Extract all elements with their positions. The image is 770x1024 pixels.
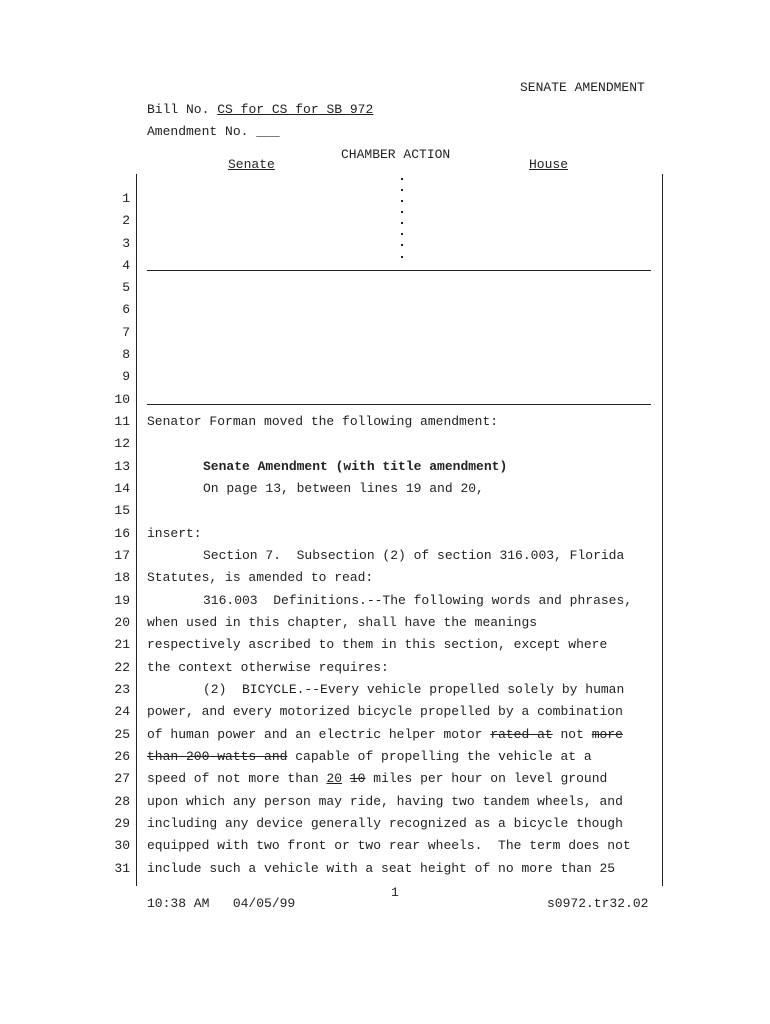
dot [401,233,403,235]
line-number: 19 [114,593,130,608]
line-number: 28 [114,794,130,809]
chamber-divider-top [147,270,651,271]
inserted-text: 20 [326,771,343,786]
text-segment: not [552,727,592,742]
text-segment: of human power and an electric helper motor [147,727,491,742]
line-number: 31 [114,861,130,876]
right-margin-rule [662,174,663,886]
dot [401,211,403,213]
text-segment: miles per hour on level ground [365,771,608,786]
line-number: 25 [114,727,130,742]
line-number: 8 [122,347,130,362]
footer-timestamp [147,896,295,912]
text-line [147,727,623,743]
text-line: upon which any person may ride, having two tandem wheels, and [147,794,623,809]
line-number: 26 [114,749,130,764]
line-number: 30 [114,838,130,853]
left-margin-rule [136,174,137,886]
line-number: 16 [114,526,130,541]
amendment-heading: Senate Amendment (with title amendment) [203,459,508,474]
line-number: 14 [114,481,130,496]
struck-text: 10 [349,771,366,786]
mover-line: Senator Forman moved the following amendment: [147,414,499,429]
line-number: 12 [114,436,130,451]
chamber-divider-bottom [147,404,651,405]
line-number: 5 [122,280,130,295]
line-number: 22 [114,660,130,675]
bill-value: CS for CS for SB 972 [217,102,374,117]
page-reference: On page 13, between lines 19 and 20, [203,481,484,496]
struck-text: than 200 watts and [147,749,288,764]
line-number: 6 [122,302,130,317]
struck-text: more [591,727,623,742]
text-line: include such a vehicle with a seat height of no more than 25 [147,861,616,876]
dot [401,189,403,191]
line-number: 20 [114,615,130,630]
text-line: respectively ascribed to them in this section, except where [147,637,608,652]
text-line [147,771,607,787]
line-number: 1 [122,191,130,206]
house-column-label: House [529,157,569,172]
footer-doc-id: s0972.tr32.02 [547,896,649,911]
dot [401,244,403,246]
line-number: 4 [122,258,130,273]
chamber-action-heading: CHAMBER ACTION [341,147,451,162]
document-title: SENATE AMENDMENT [520,80,645,95]
line-number: 21 [114,637,130,652]
text-segment [342,771,350,786]
text-line: equipped with two front or two rear wheels. The term does not [147,838,631,853]
text-line [147,749,592,765]
text-segment: speed of not more than [147,771,327,786]
bill-label: Bill No. [147,102,210,117]
footer-date: 04/05/99 [232,896,296,911]
line-number: 18 [114,570,130,585]
text-line: when used in this chapter, shall have the meanings [147,615,538,630]
line-number: 13 [114,459,130,474]
footer-time: 10:38 AM [147,896,210,911]
line-number: 27 [114,771,130,786]
line-number: 2 [122,213,130,228]
text-line: Statutes, is amended to read: [147,570,374,585]
text-line: (2) BICYCLE.--Every vehicle propelled solely by human [203,682,625,697]
line-number: 10 [114,392,130,407]
dot [401,178,403,180]
line-number: 9 [122,369,130,384]
dot [401,200,403,202]
insert-instruction: insert: [147,526,202,541]
text-segment: capable of propelling the vehicle at a [287,749,592,764]
text-line: 316.003 Definitions.--The following words and phrases, [203,593,633,608]
bill-number [147,102,373,118]
text-line: power, and every motorized bicycle propelled by a combination [147,704,623,719]
line-number: 17 [114,548,130,563]
amendment-value: ___ [256,124,280,139]
line-number: 3 [122,236,130,251]
dot [401,222,403,224]
amendment-label: Amendment No. [147,124,249,139]
line-number: 7 [122,325,130,340]
text-line: the context otherwise requires: [147,660,389,675]
page-number: 1 [391,885,399,900]
line-number: 15 [114,503,130,518]
line-number: 24 [114,704,130,719]
text-line: including any device generally recognized as a bicycle though [147,816,623,831]
line-number: 23 [114,682,130,697]
senate-column-label: Senate [228,157,275,172]
line-number: 29 [114,816,130,831]
amendment-number [147,124,280,140]
text-line: Section 7. Subsection (2) of section 316.003, Florida [203,548,625,563]
line-number: 11 [114,414,130,429]
struck-text: rated at [490,727,553,742]
dot [401,256,403,258]
